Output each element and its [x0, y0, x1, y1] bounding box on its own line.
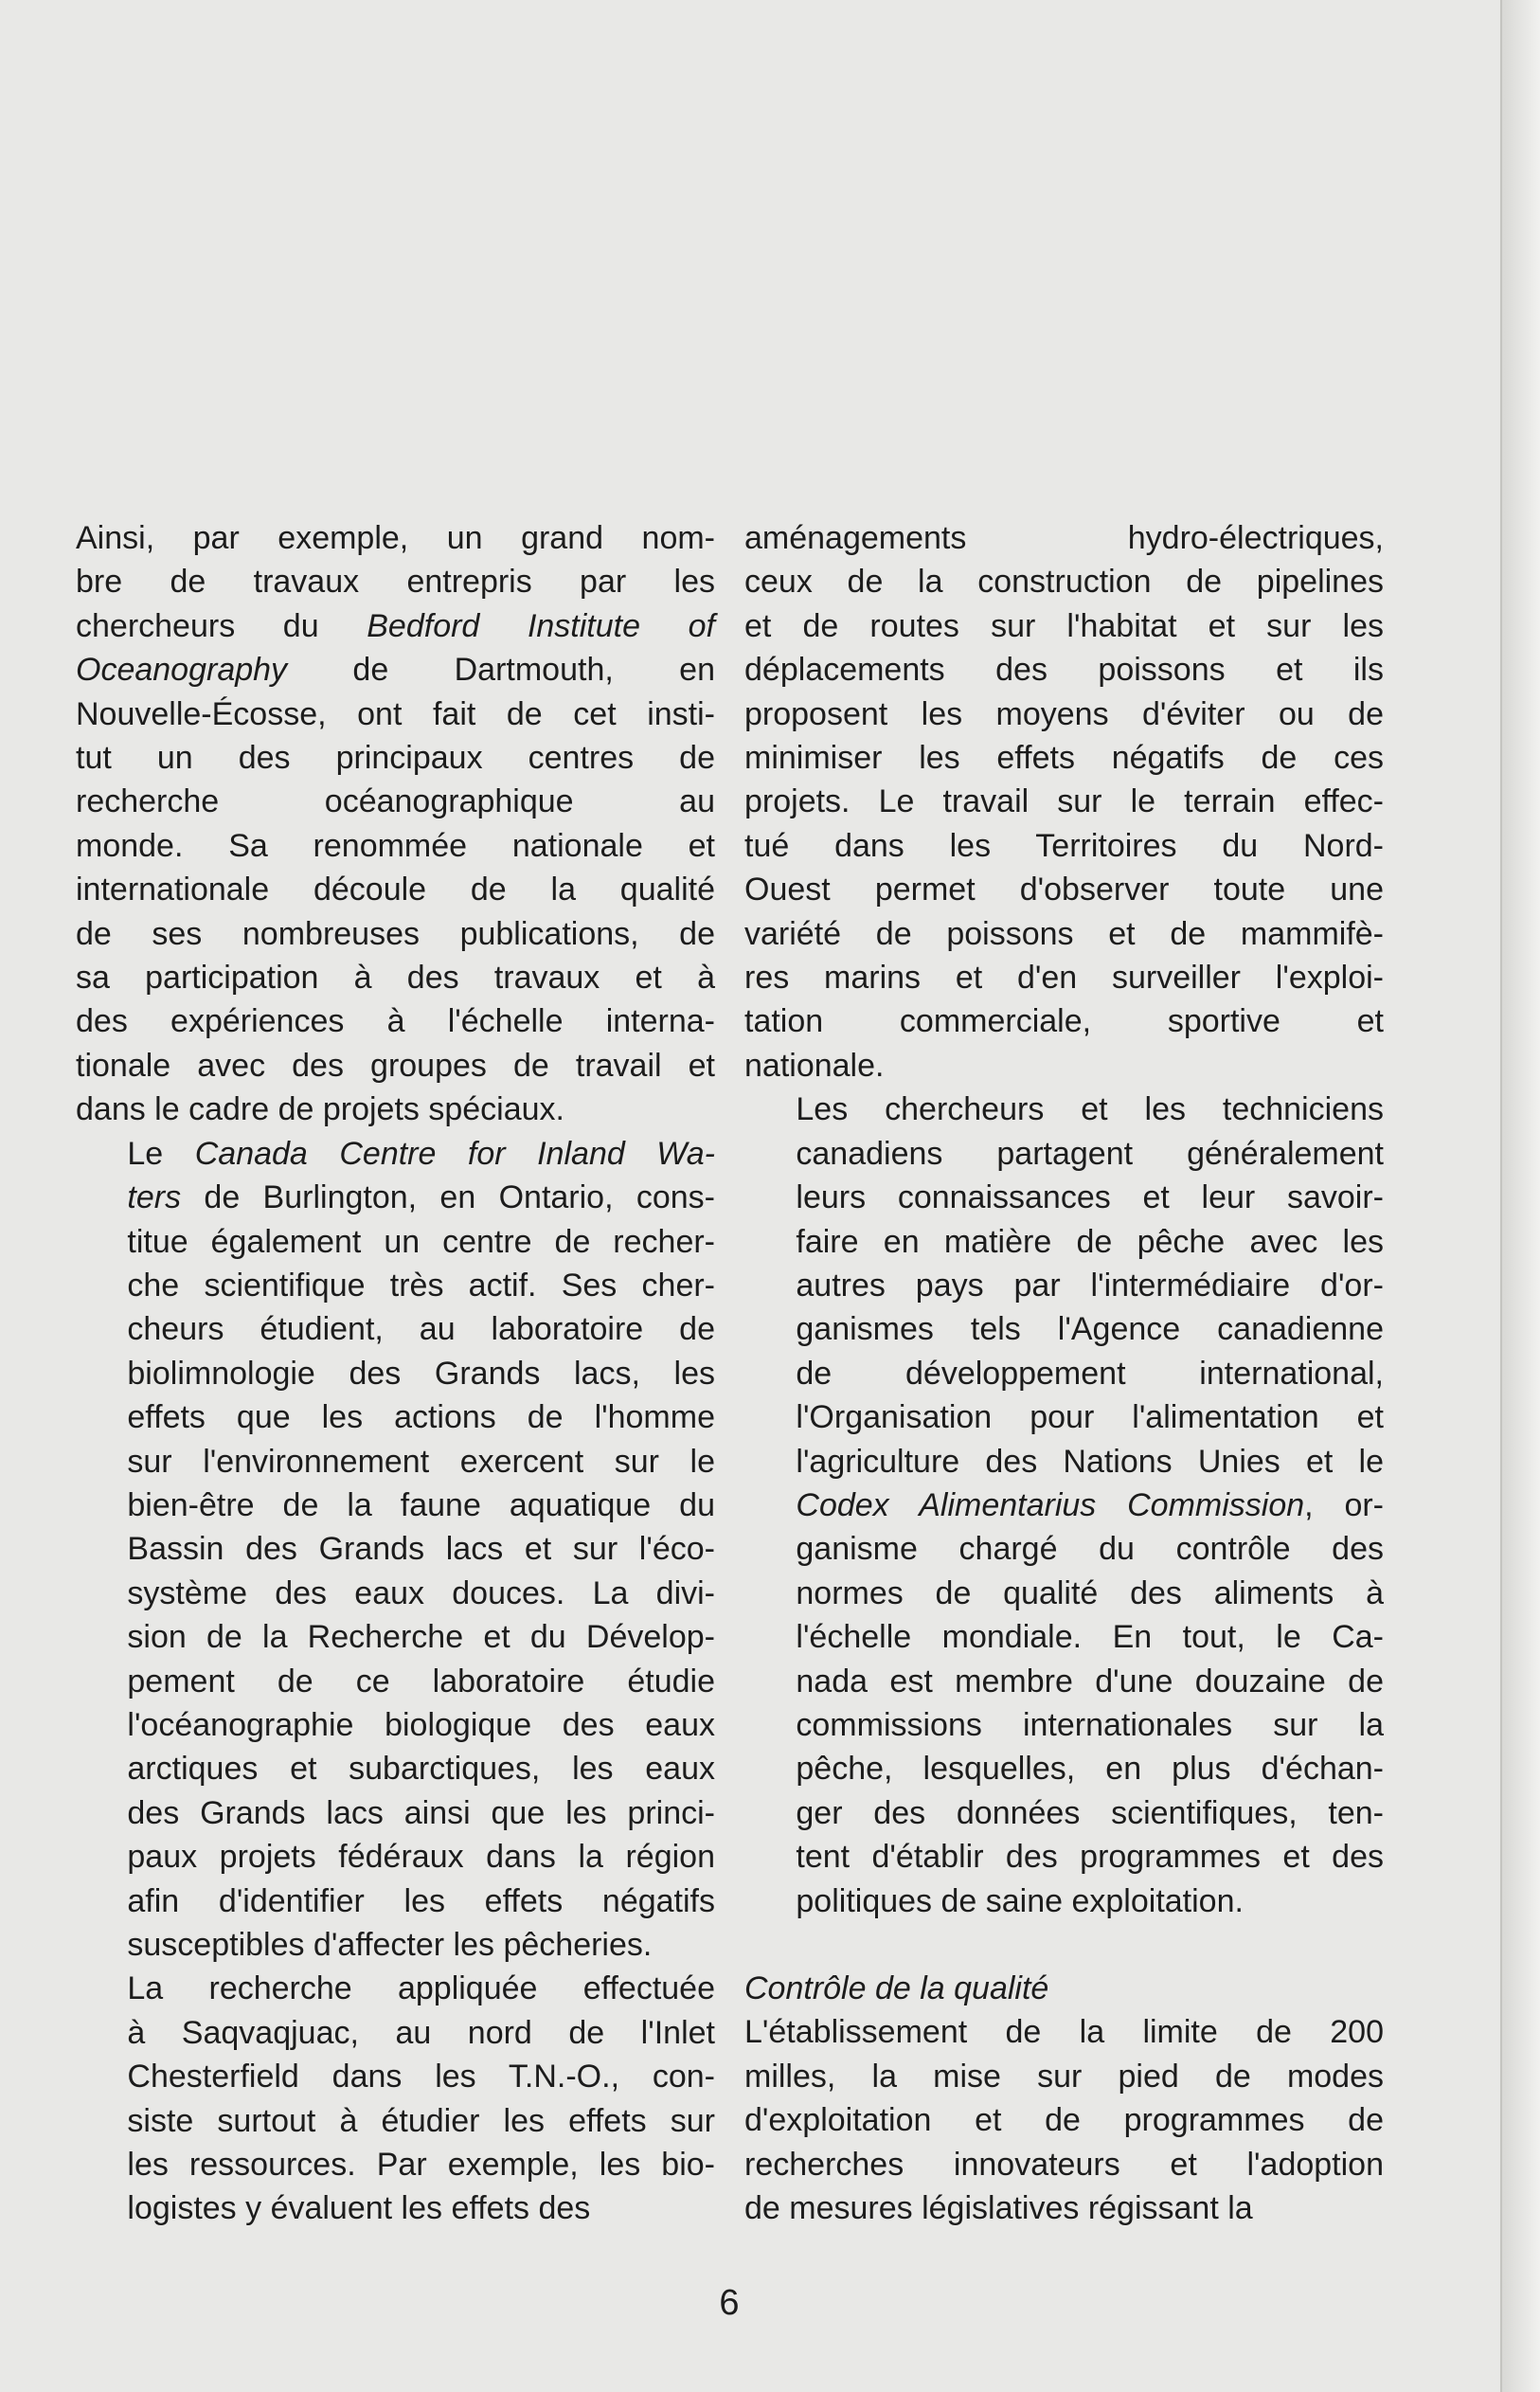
text-line: leurs connaissances et leur savoir- [796, 1179, 1384, 1216]
text-line: Bassin des Grands lacs et sur l'éco- [127, 1531, 715, 1568]
text-line: et de routes sur l'habitat et sur les [744, 607, 1384, 644]
text-line: nationale. [744, 1047, 885, 1084]
text-line: bien-être de la faune aquatique du [127, 1486, 715, 1523]
text-line: Ainsi, par exemple, un grand nom- [76, 520, 715, 556]
text-line: ters de Burlington, en Ontario, cons- [127, 1179, 715, 1216]
text-line: biolimnologie des Grands lacs, les [127, 1355, 715, 1392]
text-line: chercheurs du Bedford Institute of [76, 607, 715, 644]
text-line: système des eaux douces. La divi- [127, 1574, 715, 1611]
italic-title: ters [127, 1179, 182, 1216]
text-line: commissions internationales sur la [796, 1706, 1384, 1743]
text-column-right [744, 516, 1384, 2230]
text-line: paux projets fédéraux dans la région [127, 1839, 715, 1876]
text-line: l'agriculture des Nations Unies et le [796, 1443, 1384, 1480]
text-line: logistes y évaluent les effets des [127, 2190, 591, 2227]
text-line: internationale découle de la qualité [76, 872, 715, 908]
text-line: Chesterfield dans les T.N.-O., con- [127, 2059, 715, 2095]
text-line: La recherche appliquée effectuée [127, 1970, 715, 2007]
text-line: normes de qualité des aliments à [796, 1574, 1384, 1611]
text-line: Le Canada Centre for Inland Wa- [127, 1135, 715, 1172]
text-line: pement de ce laboratoire étudie [127, 1663, 715, 1700]
text-line: sa participation à des travaux et à [76, 960, 715, 997]
text-line: tué dans les Territoires du Nord- [744, 827, 1384, 864]
text-line: recherche océanographique au [76, 783, 715, 820]
text-line: politiques de saine exploitation. [796, 1882, 1244, 1919]
text-line: de développement international, [796, 1355, 1384, 1392]
text-line: recherches innovateurs et l'adoption [744, 2146, 1384, 2183]
text-line: proposent les moyens d'éviter ou de [744, 695, 1384, 732]
text-line: Oceanography de Dartmouth, en [76, 652, 715, 689]
text-line: nada est membre d'une douzaine de [796, 1663, 1384, 1700]
paragraph [744, 1088, 1384, 1923]
text-line: l'océanographie biologique des eaux [127, 1706, 715, 1743]
text-line: sur l'environnement exercent sur le [127, 1443, 715, 1480]
text-line: milles, la mise sur pied de modes [744, 2058, 1384, 2095]
text-line: che scientifique très actif. Ses cher- [127, 1267, 715, 1304]
paragraph [76, 1132, 715, 1968]
text-line: cheurs étudient, au laboratoire de [127, 1311, 715, 1348]
text-line: l'Organisation pour l'alimentation et [796, 1399, 1384, 1436]
text-line: susceptibles d'affecter les pêcheries. [127, 1927, 653, 1963]
text-line: dans le cadre de projets spéciaux. [76, 1091, 564, 1128]
text-line: Ouest permet d'observer toute une [744, 872, 1384, 908]
text-line: titue également un centre de recher- [127, 1223, 715, 1260]
text-line: de ses nombreuses publications, de [76, 915, 715, 952]
text-line: projets. Le travail sur le terrain effec- [744, 783, 1384, 820]
text-line: effets que les actions de l'homme [127, 1399, 715, 1436]
text-line: canadiens partagent généralement [796, 1135, 1384, 1172]
text-line: tent d'établir des programmes et des [796, 1839, 1384, 1876]
italic-title: Codex Alimentarius Commission [796, 1486, 1305, 1523]
text-line: ganismes tels l'Agence canadienne [796, 1311, 1384, 1348]
text-line: arctiques et subarctiques, les eaux [127, 1751, 715, 1788]
text-line: bre de travaux entrepris par les [76, 564, 715, 601]
text-column-left [76, 516, 715, 2231]
text-line: sion de la Recherche et du Dévelop- [127, 1619, 715, 1656]
text-line: tation commerciale, sportive et [744, 1003, 1384, 1040]
text-line: minimiser les effets négatifs de ces [744, 740, 1384, 777]
text-line: l'échelle mondiale. En tout, le Ca- [796, 1619, 1384, 1656]
text-line: pêche, lesquelles, en plus d'échan- [796, 1751, 1384, 1788]
text-line: variété de poissons et de mammifè- [744, 915, 1384, 952]
text-line: faire en matière de pêche avec les [796, 1223, 1384, 1260]
text-line: d'exploitation et de programmes de [744, 2102, 1384, 2139]
text-line: de mesures législatives régissant la [744, 2190, 1253, 2227]
text-line: autres pays par l'intermédiaire d'or- [796, 1267, 1384, 1304]
page-edge [1500, 0, 1540, 2392]
paragraph [76, 1967, 715, 2230]
text-line: aménagements hydro-électriques, [744, 520, 1384, 556]
section-heading: Contrôle de la qualité [744, 1970, 1049, 2006]
text-line: les ressources. Par exemple, les bio- [127, 2147, 715, 2184]
text-line: déplacements des poissons et ils [744, 652, 1384, 689]
paragraph [76, 516, 715, 1132]
text-line: Les chercheurs et les techniciens [796, 1091, 1384, 1128]
text-line: res marins et d'en surveiller l'exploi- [744, 960, 1384, 997]
text-line: ganisme chargé du contrôle des [796, 1531, 1384, 1568]
paragraph-gap [744, 1923, 1384, 1967]
text-line: à Saqvaqjuac, au nord de l'Inlet [127, 2014, 715, 2051]
text-line: ger des données scientifiques, ten- [796, 1794, 1384, 1831]
text-line: Codex Alimentarius Commission, or- [796, 1486, 1384, 1523]
page-number: 6 [719, 2283, 740, 2323]
text-line: monde. Sa renommée nationale et [76, 827, 715, 864]
italic-title: Canada Centre for Inland Wa- [194, 1135, 715, 1172]
text-line: siste surtout à étudier les effets sur [127, 2102, 715, 2139]
text-line: des Grands lacs ainsi que les princi- [127, 1794, 715, 1831]
text-line: L'établissement de la limite de 200 [744, 2014, 1384, 2051]
text-line: tionale avec des groupes de travail et [76, 1047, 715, 1084]
text-line: tut un des principaux centres de [76, 740, 715, 777]
text-line: des expériences à l'échelle interna- [76, 1003, 715, 1040]
paragraph [744, 2010, 1384, 2230]
italic-title: Oceanography [76, 652, 288, 689]
italic-title: Bedford Institute of [367, 607, 715, 644]
paragraph [744, 516, 1384, 1088]
text-line: afin d'identifier les effets négatifs [127, 1882, 715, 1919]
text-line: ceux de la construction de pipelines [744, 564, 1384, 601]
text-line: Nouvelle-Écosse, ont fait de cet insti- [76, 695, 715, 732]
